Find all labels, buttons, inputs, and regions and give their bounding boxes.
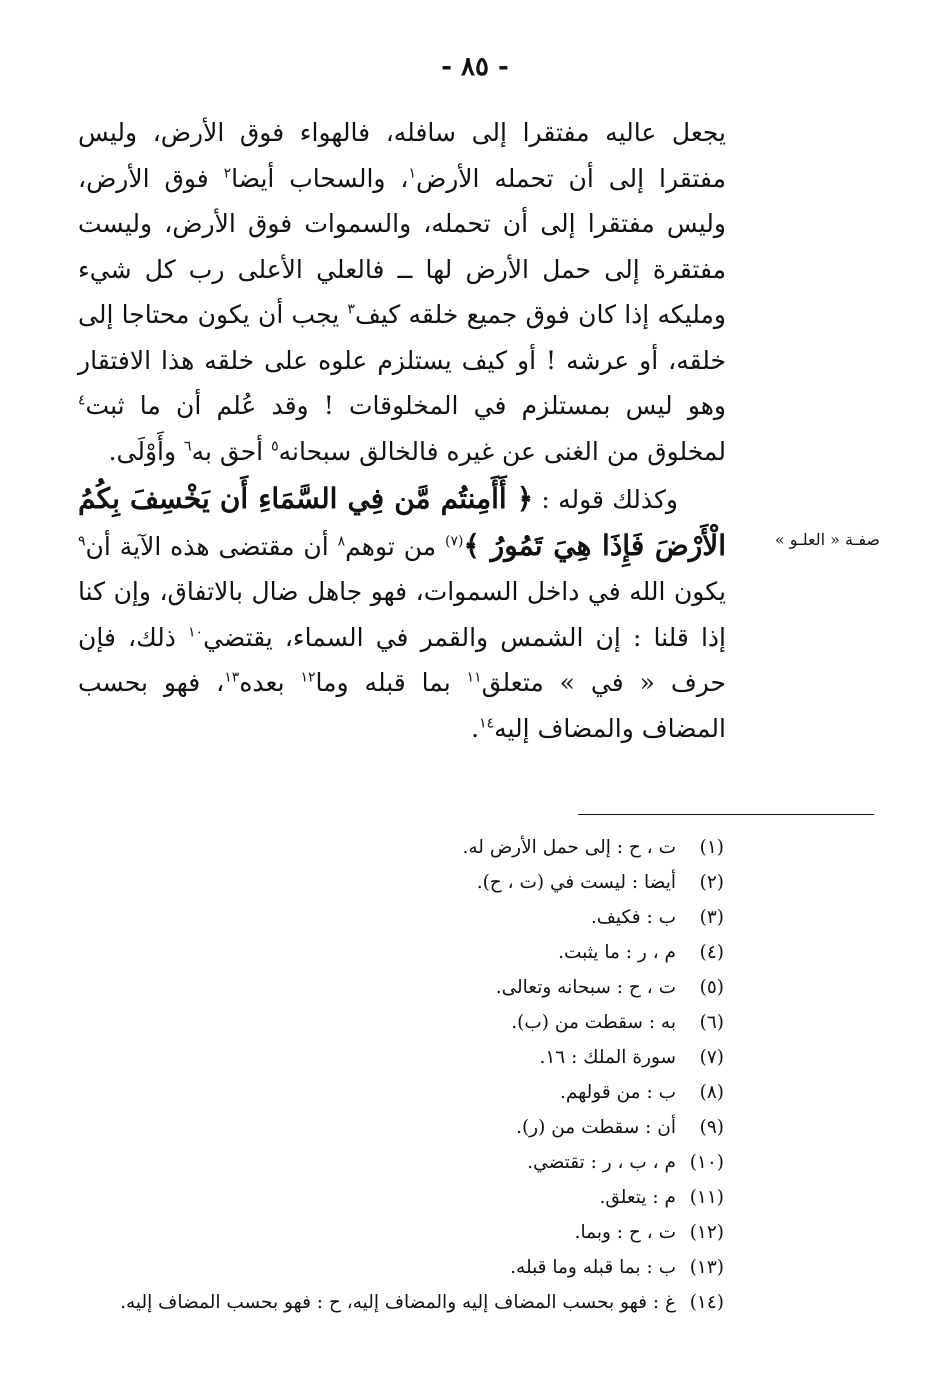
footnote-text: سورة الملك : ١٦. [539,1047,676,1068]
footnote-text: غ : فهو بحسب المضاف إليه والمضاف إليه، ح : فهو بحسب المضاف إليه. [120,1292,676,1313]
paragraph-2 [78,476,726,751]
text-segment: وكذلك قوله : [533,485,678,514]
text-segment: ، فهو بحسب المضاف والمضاف إليه [78,668,726,743]
footnote-ref-14: ١٤ [479,715,495,732]
text-segment: يكون الله في داخل السموات، فهو جاهل ضال بالاتفاق، وإن كنا إذا قلنا : إن الشمس والقمر في السماء، يقتضي [78,577,726,652]
text-segment: ، والسحاب أيضا [231,163,409,193]
text-segment: لمخلوق من الغنى عن غيره فالخالق سبحانه [278,436,726,466]
footnote-text: ت ، ح : سبحانه وتعالى. [495,977,676,998]
footnote-number: (٢) [699,872,724,893]
footnote-ref-2: ٢ [223,165,232,182]
footnotes-list [40,830,724,1320]
footnote [40,1215,724,1250]
footnote-ref-3: ٣ [347,301,355,318]
text-segment: وأَوْلَى. [108,436,185,466]
text-segment: أن مقتضى هذه الآية أن [85,531,338,561]
footnote-ref-9: ٩ [78,533,86,550]
page-number: - ٨٥ - [441,52,509,82]
footnote [40,1005,724,1040]
text-segment: فوق الأرض، وليس مفتقرا إلى أن تحمله، والسموات فوق الأرض، وليست مفتقرة إلى حمل الأرض لها ــ فالعلي الأعلى رب كل شيء ومليكه إذا كان فوق جميع خلقه كيف [78,163,726,329]
paragraph-1 [78,110,726,474]
footnote-text: ب : فكيف. [590,907,676,928]
footnote-text: به : سقطت من (ب). [511,1012,676,1033]
text-segment: بعده [239,668,301,697]
text-segment: من توهم [345,531,446,561]
footnote [40,1040,724,1075]
footnote [40,935,724,970]
footnote-text: م ، ب ، ر : تقتضي. [527,1152,676,1173]
footnote [40,865,724,900]
footnote-number: (١٢) [689,1222,724,1243]
footnote-text: م ، ر : ما يثبت. [558,942,676,963]
footnote [40,1110,724,1145]
footnote-number: (٨) [699,1082,724,1103]
text-segment: بما قبله وما [315,668,467,697]
main-text [78,110,726,751]
footnote-ref-10: ١٠ [188,624,204,641]
footnote-ref-1: ١ [408,165,416,182]
footnote-number: (١١) [689,1187,724,1208]
footnote-text: م : يتعلق. [599,1187,676,1208]
footnote-text: ت ، ح : وبما. [574,1222,676,1243]
footnote-number: (١٣) [689,1257,724,1278]
footnote-number: (١) [699,837,724,858]
footnote-number: (٧) [699,1047,724,1068]
text-segment: ذلك، فإن حرف « في » متعلق [78,622,727,697]
footnote-number: (٦) [699,1012,724,1033]
text-segment: . [471,713,480,743]
footnote-ref-7: (٧) [445,533,464,550]
footnote-ref-4: ٤ [78,392,86,409]
quran-verse: ﴿ أَأَمِنتُم مَّن فِي السَّمَاءِ أَن يَخْسِفَ بِكُمُ الْأَرْضَ فَإِذَا هِيَ تَمُورُ ﴾ [78,482,727,562]
footnote-ref-5: ٥ [271,438,279,455]
footnote-number: (٤) [699,942,724,963]
footnote-text: ب : بما قبله وما قبله. [510,1257,676,1278]
footnote-ref-11: ١١ [466,669,482,686]
footnote [40,970,724,1005]
footnote-number: (٩) [699,1117,724,1138]
footnote [40,1285,724,1320]
text-segment: أحق به [191,436,272,466]
footnote-ref-6: ٦ [184,438,192,455]
footnote [40,1075,724,1110]
footnote-divider [578,814,874,815]
footnote-ref-12: ١٢ [300,669,316,686]
footnote-number: (٣) [699,907,724,928]
footnote-text: أيضا : ليست في (ت ، ح). [476,872,676,893]
footnote [40,1180,724,1215]
footnote-number: (١٤) [689,1292,724,1313]
footnote [40,1145,724,1180]
footnote-ref-8: ٨ [337,533,346,550]
footnote-number: (١٠) [689,1152,724,1173]
footnote-ref-13: ١٣ [224,669,240,686]
text-segment: يجعل عاليه مفتقرا إلى سافله، فالهواء فوق الأرض، وليس مفتقرا إلى أن تحمله الأرض [78,118,726,193]
footnote-text: أن : سقطت من (ر). [516,1117,676,1138]
text-segment: يجب أن يكون محتاجا إلى خلقه، أو عرشه ! أو كيف يستلزم علوه على خلقه هذا الافتقار وهو ليس بمستلزم في المخلوقات ! وقد عُلم أن ما ثبت [78,300,727,420]
footnote-text: ب : من قولهم. [559,1082,676,1103]
footnote-text: ت ، ح : إلى حمل الأرض له. [462,837,676,858]
footnote-number: (٥) [699,977,724,998]
margin-note: صفـة « العلـو » [774,530,880,549]
footnote [40,1250,724,1285]
footnote [40,830,724,865]
footnote [40,900,724,935]
